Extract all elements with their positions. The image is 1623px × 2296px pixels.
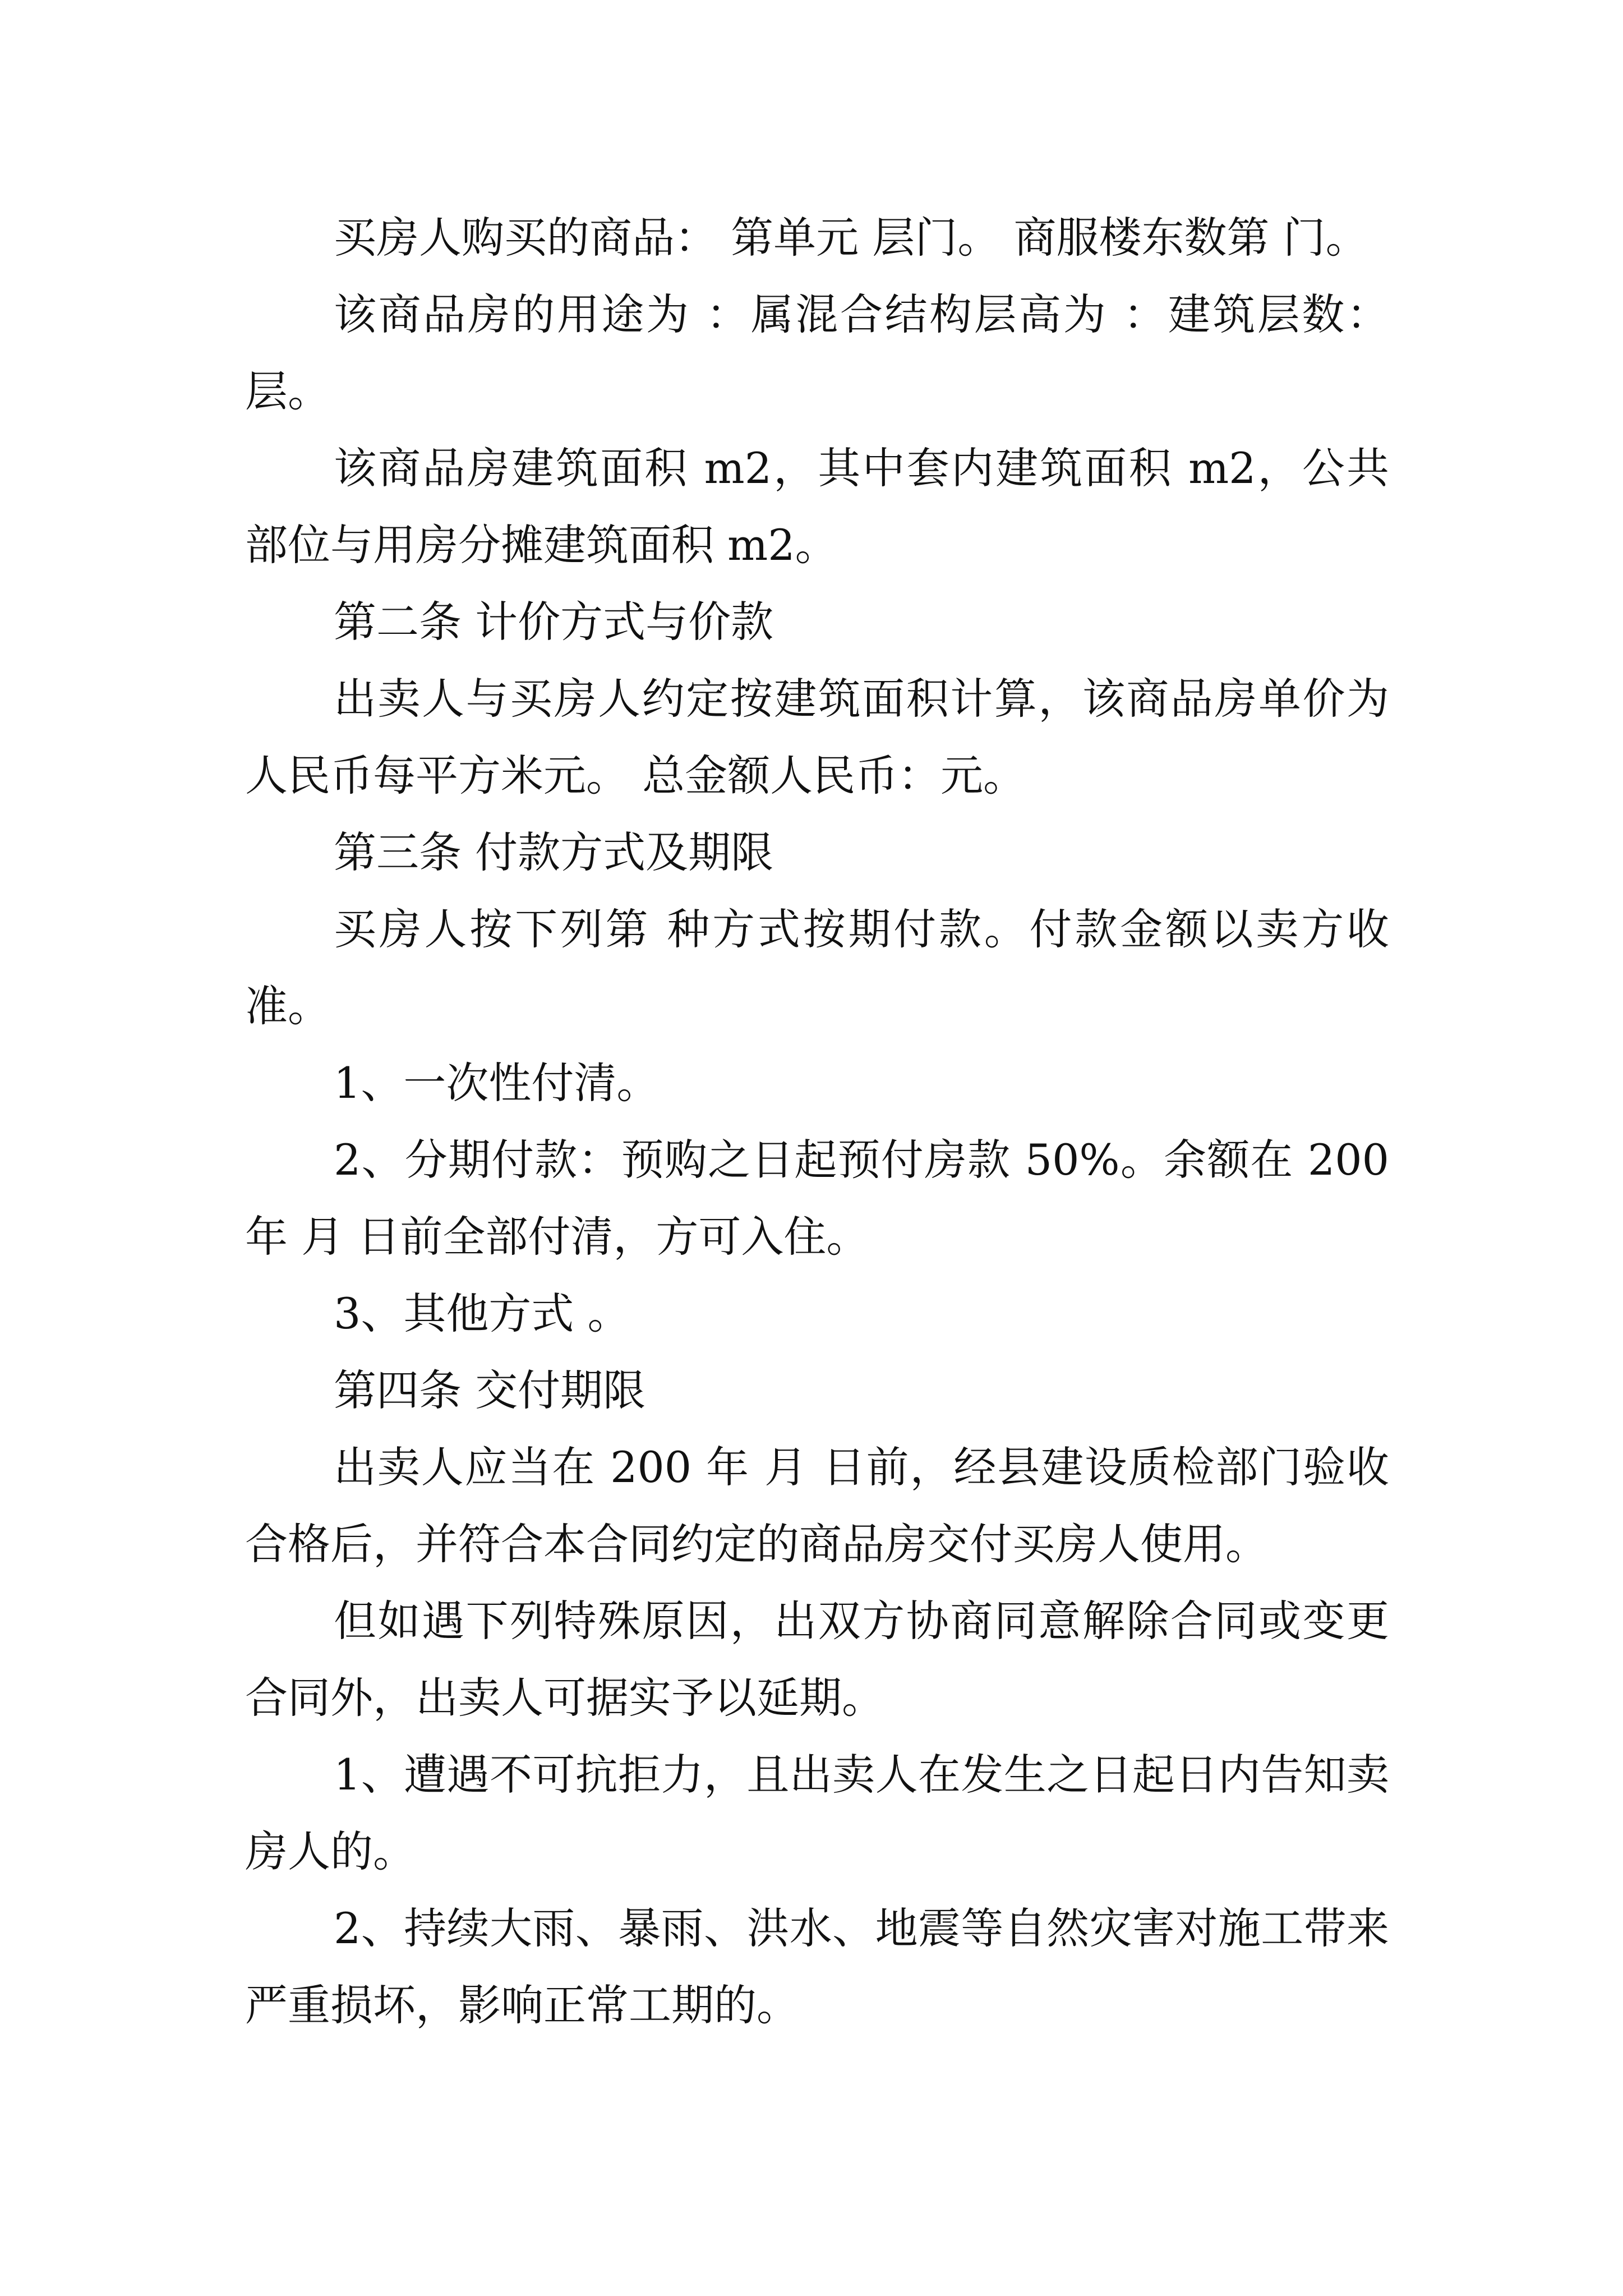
paragraph-delivery-deadline: 出卖人应当在 200 年 月 日前，经县建设质检部门验收合格后，并符合本合同约定的商品房交付买房人使用。 — [245, 1442, 1389, 1569]
paragraph-usage-structure: 该商品房的用途为 ：属混合结构层高为 ：建筑层数：层。 — [245, 289, 1389, 416]
list-item-payment-1: 1、一次性付清。 — [334, 1058, 660, 1108]
list-item-delay-1: 1、遭遇不可抗拒力，且出卖人在发生之日起日内告知卖房人的。 — [245, 1750, 1389, 1876]
list-item-payment-3: 3、其他方式 。 — [334, 1289, 630, 1338]
list-item-delay-2: 2、持续大雨、暴雨、洪水、地震等自然灾害对施工带来严重损坏，影响正常工期的。 — [245, 1903, 1389, 2030]
heading-article-2: 第二条 计价方式与价款 — [334, 597, 774, 647]
paragraph-purchased-unit: 买房人购买的商品： 第单元 层门。 商服楼东数第 门。 — [334, 213, 1368, 263]
paragraph-price: 出卖人与买房人约定按建筑面积计算，该商品房单价为人民币每平方米元。 总金额人民币：元。 — [245, 674, 1389, 800]
list-item-payment-2: 2、分期付款：预购之日起预付房款 50%。余额在 200年 月 日前全部付清，方可入住。 — [245, 1135, 1389, 1262]
heading-article-4: 第四条 交付期限 — [334, 1365, 646, 1415]
document-body — [245, 199, 1389, 2044]
paragraph-delay-conditions: 但如遇下列特殊原因，出双方协商同意解除合同或变更合同外，出卖人可据实予以延期。 — [245, 1596, 1389, 1723]
paragraph-payment-method: 买房人按下列第 种方式按期付款。付款金额以卖方收准。 — [245, 904, 1389, 1031]
paragraph-floor-area: 该商品房建筑面积 m2，其中套内建筑面积 m2，公共部位与用房分摊建筑面积 m2。 — [245, 443, 1389, 570]
heading-article-3: 第三条 付款方式及期限 — [334, 827, 774, 877]
